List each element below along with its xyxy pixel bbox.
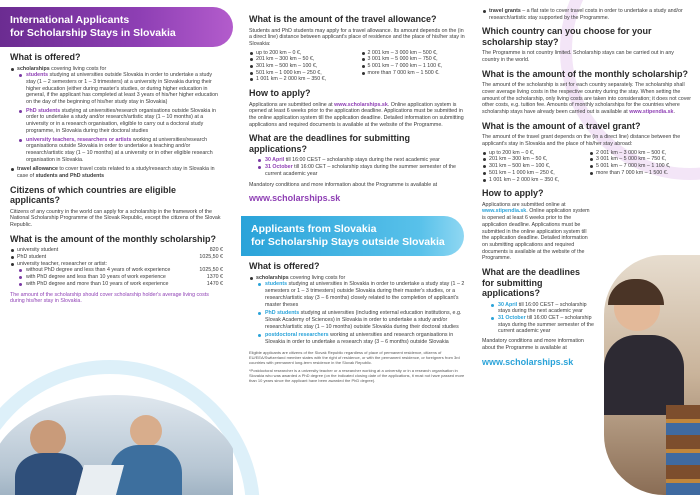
website-link[interactable]: www.scholarships.sk <box>249 193 341 204</box>
stipendia-apply-link[interactable]: www.stipendia.sk <box>482 208 527 215</box>
citizens-text: Citizens of any country in the world can apply for a scholarship in the framework of the National Scholarship Programme of the Slovak Republic, except the citizens of the Slovak Republic. <box>10 208 221 229</box>
distance-item: 301 km – 500 km – 100 €, <box>249 63 357 70</box>
offered-students: students studying at universities outside Slovakia in order to undertake a study stay (1 – 2 semesters or 1 – 3 trimesters) at a university in Slovakia during their higher education (either during master's studies, or during higher education in general, if the applicant has completed at least 3 years of his/her higher education on the day of the beginning of his/her study stay in Slovakia) <box>10 72 223 106</box>
column-scholarship-details <box>476 0 700 495</box>
stipendia-link[interactable]: www.stipendia.sk <box>629 109 674 116</box>
heading-how-to-apply-2: How to apply? <box>482 188 544 199</box>
distance-item: more than 7 000 km – 1 500 €. <box>361 70 469 77</box>
heading-deadlines: What are the deadlines for submitting applications? <box>249 133 411 154</box>
heading-which-country: Which country can you choose for your scholarship stay? <box>482 26 652 47</box>
scholarships-link[interactable]: www.scholarships.sk <box>334 101 388 108</box>
distance-item: 3 001 km – 5 000 km – 750 €, <box>361 56 469 63</box>
distance-item: 501 km – 1 000 km – 250 €, <box>249 70 357 77</box>
website-link-2[interactable]: www.scholarships.sk <box>482 356 574 367</box>
distance-item: 1 001 km – 2 000 km – 350 €, <box>482 177 585 184</box>
monthly-row: university teacher, researcher or artist: <box>10 261 223 268</box>
heading-what-is-offered-2: What is offered? <box>249 261 320 272</box>
heading-deadlines-2: What are the deadlines for submitting applications? <box>482 267 581 299</box>
travel-allowance-text: Students and PhD students may apply for a travel allowance. Its amount depends on the (in a direct line) distance between applicant's place of residence and the place of his/her stay in Slovakia: <box>249 27 465 47</box>
mandatory-text-2: Mandatory conditions and more information about the Programme is available at <box>482 338 584 351</box>
heading-travel-grant: What is the amount of a travel grant? <box>482 120 641 131</box>
offered-travel-allowance: travel allowance to cover travel costs related to a study/research stay in Slovakia in case of students and PhD students <box>10 166 223 179</box>
apply-text: Applications are submitted online at www.scholarships.sk. Online application system is opened at least 6 weeks prior to the application deadline. Applications must be submitted in the online application system till the application deadline. Detailed information on submitting applications and required documents is available at the website of the Programme. <box>249 101 464 128</box>
monthly-note: The amount of the scholarship should cover scholarship holder's average living costs during his/her stay in Slovakia. <box>10 291 209 305</box>
photo-student-library <box>604 255 700 495</box>
distance-item: 1 001 km – 2 000 km – 350 €, <box>249 76 357 83</box>
photo-students-lecture <box>0 395 233 495</box>
heading-what-is-offered: What is offered? <box>10 52 81 62</box>
banner-slovak-applicants: Applicants from Slovakia for Scholarship Stays outside Slovakia <box>241 216 464 256</box>
travel-distance-list <box>249 50 468 84</box>
travel-grants-item: travel grants – a flat rate to cover travel costs in order to undertake a study and/or research/artistic stay supported by the Programme. <box>482 8 692 21</box>
mandatory-text: Mandatory conditions and more information about the Programme is available at <box>249 181 438 188</box>
offered-phd: PhD students studying at universities/research organisations outside Slovakia in order to undertake a study and/or research/artistic stay (1 – 10 months) at a university or in a research organisation, eligible to carry out a doctoral study programme, in Slovakia during their doctoral studies <box>10 108 223 135</box>
distance-item: 501 km – 1 000 km – 250 €, <box>482 170 585 177</box>
heading-monthly-scholarship-2: What is the amount of the monthly scholarship? <box>482 68 689 79</box>
apply-text-2: Applications are submitted online at www.stipendia.sk. Online application system is opened at least 6 weeks prior to the application deadline. Applications must be submitted in the online application system till the application deadline. Detailed information on submitting applications and required documents is available at the website of the Programme. <box>482 201 590 262</box>
column-international-applicants <box>0 0 233 495</box>
offered-intro-2: scholarships covering living costs for <box>249 275 468 282</box>
travel-grant-text: The amount of the travel grant depends on the (in a direct line) distance between the applicant's stay in Slovakia and the place of his/her stay abroad: <box>482 134 681 148</box>
banner-international-applicants: International Applicants for Scholarship Stays in Slovakia <box>0 7 233 47</box>
monthly-row: without PhD degree and less than 4 years of work experience 1025,50 € <box>10 267 223 274</box>
monthly-amount-list <box>10 247 223 287</box>
monthly-text: The amount of the scholarship is set for each country separately. The scholarship shall cover average living costs in the respective country during the stay. When setting the amount of the scholarship, only living costs are taken into consideration; it does not cover other costs, e.g. tuition fee. Amounts of monthly scholarships for the countries where scholarship stays have already been carried out is available at www.stipendia.sk. <box>482 82 692 116</box>
distance-item: 3 001 km – 5 000 km – 750 €, <box>589 156 692 163</box>
heading-how-to-apply: How to apply? <box>249 88 311 99</box>
country-text: The Programme is not country limited. Scholarship stays can be carried out in any country in the world. <box>482 50 674 64</box>
deadline-april: 30 April till 16:00 CEST – scholarship stays during the next academic year <box>249 157 468 164</box>
monthly-row: with PhD degree and less than 10 years of work experience 1370 € <box>10 274 223 281</box>
heading-travel-allowance: What is the amount of the travel allowance? <box>249 14 437 24</box>
deadline-april-2: 30 April till 16:00 CEST – scholarship stays during the next academic year <box>482 302 594 315</box>
distance-item: 5 001 km – 7 000 km – 1 100 €, <box>361 63 469 70</box>
heading-monthly-scholarship: What is the amount of the monthly scholarship? <box>10 233 217 244</box>
monthly-row: PhD student 1025,50 € <box>10 254 223 261</box>
distance-item: up to 200 km – 0 €, <box>249 50 357 57</box>
distance-item: 2 001 km – 3 000 km – 500 €, <box>361 50 469 57</box>
grant-distance-list <box>482 150 692 184</box>
monthly-row: university student 820 € <box>10 247 223 254</box>
deadline-october: 31 October till 16:00 CET – scholarship stays during the summer semester of the current academic year <box>249 164 468 177</box>
distance-item: 301 km – 500 km – 100 €, <box>482 163 585 170</box>
offered-students-2: students studying at universities in Slovakia in order to undertake a study stay (1 – 2 semesters or 1 – 3 trimesters) outside Slovakia during their master's studies, or a research/artistic stay (3 – 6 months) closely related to the completion of applicant's master theses <box>249 281 468 308</box>
deadline-october-2: 31 October till 16:00 CET – scholarship stays during the summer semester of the current academic year <box>482 315 594 335</box>
offered-postdoc-2: postdoctoral researchers working at universities and research organisations in Slovakia in order to undertake a research stay (3 – 6 months) outside Slovakia <box>249 332 468 345</box>
monthly-row: with PhD degree and more than 10 years of work experience 1470 € <box>10 281 223 288</box>
offered-phd-2: PhD students studying at universities (including external education institutions, e.g. Slovak Academy of Sciences) in Slovakia in order to undertake a study and/or research/artistic stay (1 – 10 months) outside Slovakia during their doctoral studies <box>249 310 468 330</box>
distance-item: 2 001 km – 3 000 km – 500 €, <box>589 150 692 157</box>
distance-item: 201 km – 300 km – 50 €, <box>482 156 585 163</box>
offered-intro: scholarships covering living costs for <box>10 66 223 73</box>
eligibility-note: Eligible applicants are citizens of the Slovak Republic regardless of place of permanent residence, citizens of EU/EEA/Switzerland member states with the right of residence, or with the permanent residence, or foreigners from 3rd countries with permanent long-term residence in the Slovak Republic. <box>249 349 460 365</box>
distance-item: 5 001 km – 7 000 km – 1 100 €, <box>589 163 692 170</box>
distance-item: more than 7 000 km – 1 500 €. <box>589 170 692 177</box>
distance-item: up to 200 km – 0 €, <box>482 150 585 157</box>
postdoc-note: *Postdoctoral researcher is a university teacher or a researcher working at a university or in a research organisation in Slovakia who was awarded a PhD degree (on the indicated closing date of the applications, it must not have passed more than 10 years since the applicant have been awarded the PhD degree). <box>249 367 465 383</box>
offered-teachers: university teachers, researchers or artists working at universities/research organisations outside Slovakia in order to undertake a teaching and/or research/artistic stay (1 – 10 months) at a university or in other eligible research organisation in Slovakia. <box>10 137 223 164</box>
column-travel-and-slovak-applicants <box>241 0 472 495</box>
distance-item: 201 km – 300 km – 50 €, <box>249 56 357 63</box>
heading-citizens: Citizens of which countries are eligible applicants? <box>10 184 177 206</box>
